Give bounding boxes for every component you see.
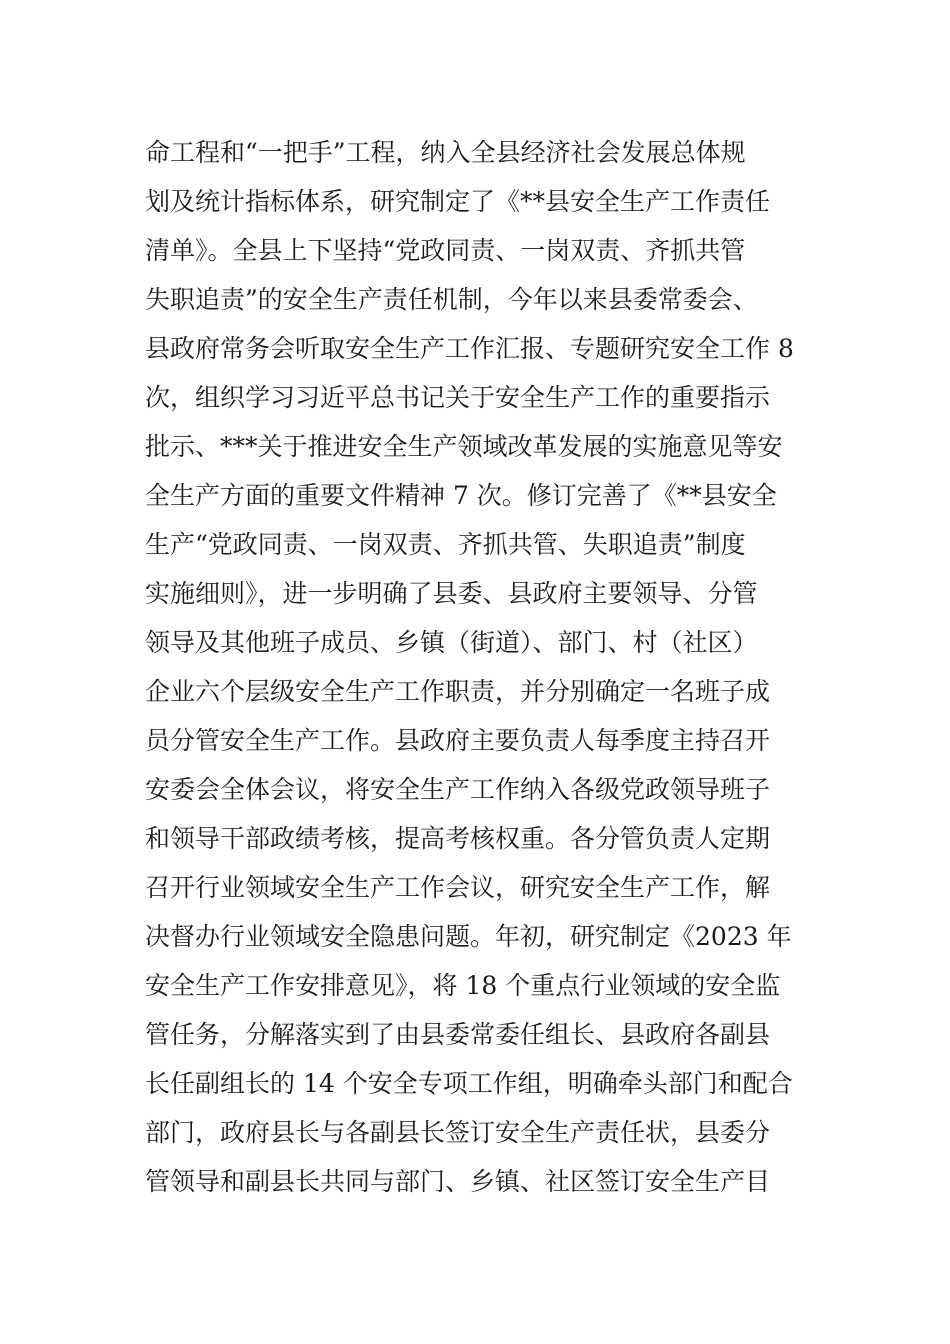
body-paragraph	[145, 128, 815, 1206]
text-line: 部门，政府县长与各副县长签订安全生产责任状，县委分	[145, 1118, 771, 1147]
text-line: 安委会全体会议，将安全生产工作纳入各级党政领导班子	[145, 775, 771, 804]
text-line: 划及统计指标体系，研究制定了《**县安全生产工作责任	[145, 187, 771, 216]
text-line: 召开行业领域安全生产工作会议，研究安全生产工作，解	[145, 873, 771, 902]
text-line: 安全生产工作安排意见》，将 18 个重点行业领域的安全监	[145, 971, 781, 1000]
text-line: 失职追责”的安全生产责任机制，今年以来县委常委会、	[145, 285, 758, 314]
text-line: 县政府常务会听取安全生产工作汇报、专题研究安全工作 8	[145, 334, 794, 363]
text-line: 和领导干部政绩考核，提高考核权重。各分管负责人定期	[145, 824, 771, 853]
text-line: 清单》。全县上下坚持“党政同责、一岗双责、齐抓共管	[145, 236, 746, 265]
text-line: 决督办行业领域安全隐患问题。年初，研究制定《2023 年	[145, 922, 792, 951]
text-line: 实施细则》，进一步明确了县委、县政府主要领导、分管	[145, 579, 758, 608]
text-line: 领导及其他班子成员、乡镇（街道）、部门、村（社区）	[145, 628, 758, 657]
text-line: 企业六个层级安全生产工作职责，并分别确定一名班子成	[145, 677, 771, 706]
text-line: 管任务，分解落实到了由县委常委任组长、县政府各副县	[145, 1020, 771, 1049]
text-line: 长任副组长的 14 个安全专项工作组，明确牵头部门和配合	[145, 1069, 793, 1098]
text-line: 次，组织学习习近平总书记关于安全生产工作的重要指示	[145, 383, 771, 412]
text-line: 全生产方面的重要文件精神 7 次。修订完善了《**县安全	[145, 481, 777, 510]
text-line: 员分管安全生产工作。县政府主要负责人每季度主持召开	[145, 726, 771, 755]
text-line: 批示、***关于推进安全生产领域改革发展的实施意见等安	[145, 432, 783, 461]
text-line: 生产“党政同责、一岗双责、齐抓共管、失职追责”制度	[145, 530, 746, 559]
text-line: 命工程和“一把手”工程，纳入全县经济社会发展总体规	[145, 138, 746, 167]
text-line: 管领导和副县长共同与部门、乡镇、社区签订安全生产目	[145, 1167, 771, 1196]
